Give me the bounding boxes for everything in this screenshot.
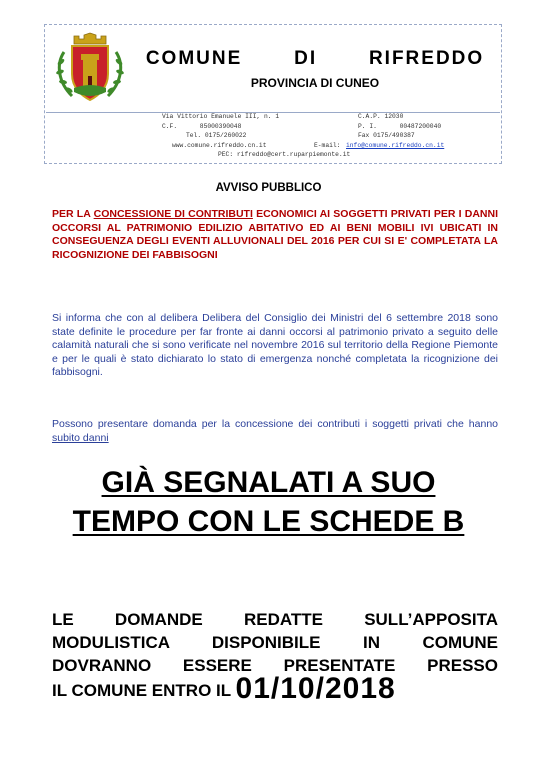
municipality-title: COMUNE DI RIFREDDO (145, 48, 485, 69)
vat-number-text: P. I. 00487200040 (358, 122, 442, 130)
pec-text: PEC: rifreddo@cert.ruparpiemonte.it (218, 151, 351, 158)
website-text: www.comune.rifreddo.cn.it (172, 141, 267, 149)
intro-text-end: ECONOMICI AI SOGGETTI PRIVATI PER I DANNI OCCORSI AL PATRIMONIO EDILIZIO ABITATIVO ED AI BENI MOBILI IVI UBICATI IN CONSEGUENZA DEGLI EVENTI ALLUVIONALI DEL 2016 PER CUI SI E' COMPLETATA LA RICOGNIZIONE DEI FABBISOGNI (52, 208, 498, 261)
tax-code-text: C.F. 85000390048 (162, 122, 242, 130)
deadline-statement (52, 608, 498, 705)
notice-intro (52, 208, 498, 262)
deadline-line-4 (52, 672, 498, 705)
contact-block (150, 112, 490, 160)
intro-text-start: PER LA (52, 208, 94, 220)
eligibility-paragraph (52, 418, 498, 445)
deadline-date: 01/10/2018 (235, 672, 396, 705)
email-link[interactable]: info@comune.rifreddo.cn.it (346, 141, 445, 149)
province-subtitle: PROVINCIA DI CUNEO (250, 76, 380, 90)
notice-heading: AVVISO PUBBLICO (215, 182, 322, 194)
coat-of-arms-icon (52, 30, 128, 106)
phone-text: Tel. 0175/260022 (186, 132, 247, 139)
email-label: E-mail: (314, 141, 341, 149)
information-paragraph: Si informa che con al delibera Delibera del Consiglio dei Ministri del 6 settembre 2018 sono state definite le procedure per far fronte ai danni occorsi al patrimonio privato a seguito delle calamità naturali che si sono verificate nel novembre 2016 sul territorio della Regione Piemonte e per le quali è stato dichiarato lo stato di emergenza nonché completata la ricognizione dei fabbisogni. (52, 312, 498, 378)
highlight-line-1: GIÀ SEGNALATI A SUO (101, 466, 436, 499)
eligibility-text: Possono presentare domanda per la concessione dei contributi i soggetti privati che hanno (52, 418, 498, 430)
deadline-line-1: LE DOMANDE REDATTE SULL’APPOSITA (52, 610, 498, 629)
highlight-line-2: TEMPO CON LE SCHEDE B (72, 505, 465, 538)
intro-underlined-text: CONCESSIONE DI CONTRIBUTI (93, 208, 253, 220)
cap-text: C.A.P. 12030 (358, 113, 404, 120)
address-text: Via Vittorio Emanuele III, n. 1 (162, 113, 280, 120)
fax-text: Fax 0175/490387 (358, 132, 415, 139)
deadline-line-2: MODULISTICA DISPONIBILE IN COMUNE (52, 633, 498, 652)
eligibility-underlined-text: subito danni (52, 431, 109, 444)
deadline-intro-text: IL COMUNE ENTRO IL (52, 681, 236, 700)
deadline-line-3: DOVRANNO ESSERE PRESENTATE PRESSO (52, 656, 498, 675)
